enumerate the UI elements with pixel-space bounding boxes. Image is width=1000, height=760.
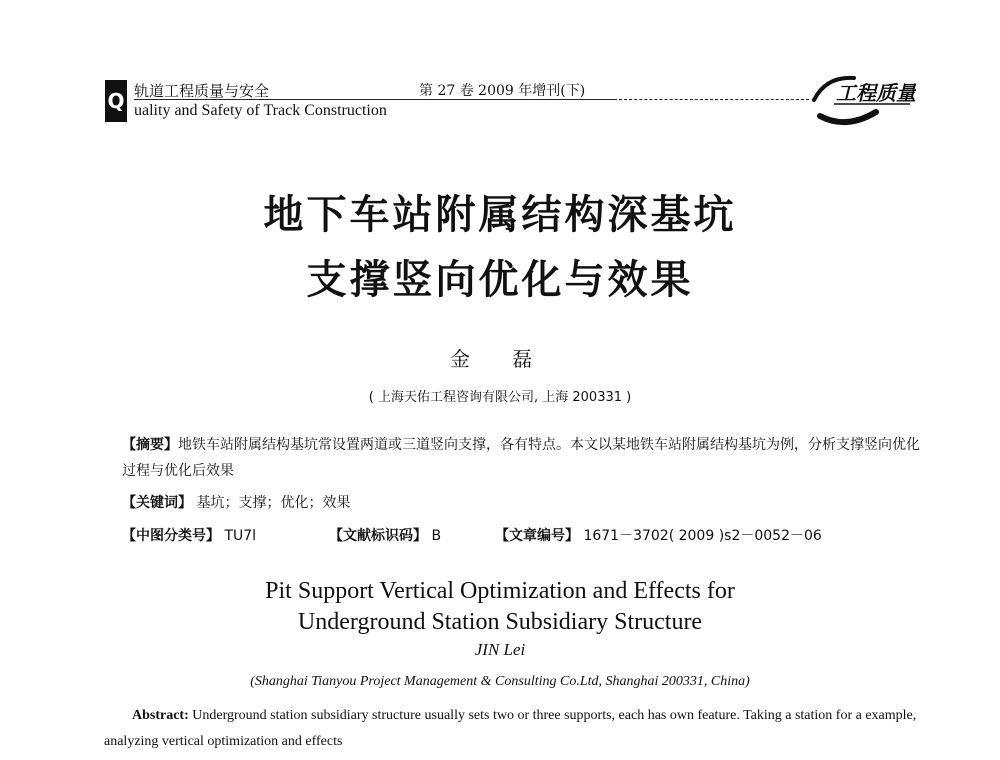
- title-en-line1: Pit Support Vertical Optimization and Effects for: [265, 578, 735, 604]
- abstract-cn-text: 地铁车站附属结构基坑常设置两道或三道竖向支撑，各有特点。本文以某地铁车站附属结构基坑为例，分析支撑竖向优化过程与优化后效果: [122, 437, 920, 479]
- abstract-en: [104, 703, 924, 755]
- article-number-value: 1671－3702( 2009 )s2－0052－06: [583, 528, 822, 544]
- doc-code: [329, 523, 441, 549]
- article-number: [495, 523, 822, 549]
- journal-name-cn: 轨道工程质量与安全: [134, 82, 270, 100]
- keywords-cn-label: 【关键词】: [122, 495, 192, 511]
- keywords-cn-text: 基坑；支撑；优化；效果: [196, 495, 351, 511]
- abstract-cn-label: 【摘要】: [122, 437, 178, 453]
- abstract-en-label: Abstract:: [132, 708, 189, 723]
- logo-text: 工程质量: [836, 81, 916, 105]
- header-rule-left: [134, 99, 404, 100]
- doc-code-label: 【文献标识码】: [329, 528, 427, 544]
- author-cn: 金 磊: [449, 347, 551, 371]
- journal-name-en: uality and Safety of Track Construction: [134, 102, 387, 119]
- header-rule-dashed: [614, 99, 809, 100]
- issue-info: 第 27 卷 2009 年增刊(下): [419, 83, 586, 99]
- title-cn-line2: 支撑竖向优化与效果: [306, 257, 694, 303]
- abstract-cn: [122, 432, 922, 484]
- keywords-cn: [122, 490, 350, 516]
- affiliation-cn: ( 上海天佑工程咨询有限公司, 上海 200331 ): [368, 390, 632, 405]
- title-en-line2: Underground Station Subsidiary Structure: [297, 609, 703, 635]
- title-cn-line1: 地下车站附属结构深基坑: [263, 192, 737, 238]
- clc-label: 【中图分类号】: [122, 528, 220, 544]
- doc-code-value: B: [431, 528, 442, 544]
- author-en: JIN Lei: [474, 640, 526, 659]
- article-number-label: 【文章编号】: [495, 528, 579, 544]
- journal-q-badge: Q: [105, 80, 127, 122]
- journal-logo: [806, 72, 916, 132]
- clc-value: TU7l: [224, 528, 257, 544]
- affiliation-en: (Shanghai Tianyou Project Management & Consulting Co.Ltd, Shanghai 200331, China): [250, 674, 750, 689]
- abstract-en-text: Underground station subsidiary structure usually sets two or three supports, each has own feature. Taking a station for a example, analyzing vertical optimization and effects: [104, 708, 917, 749]
- header-rule-mid: [404, 99, 614, 100]
- clc-number: [122, 523, 256, 549]
